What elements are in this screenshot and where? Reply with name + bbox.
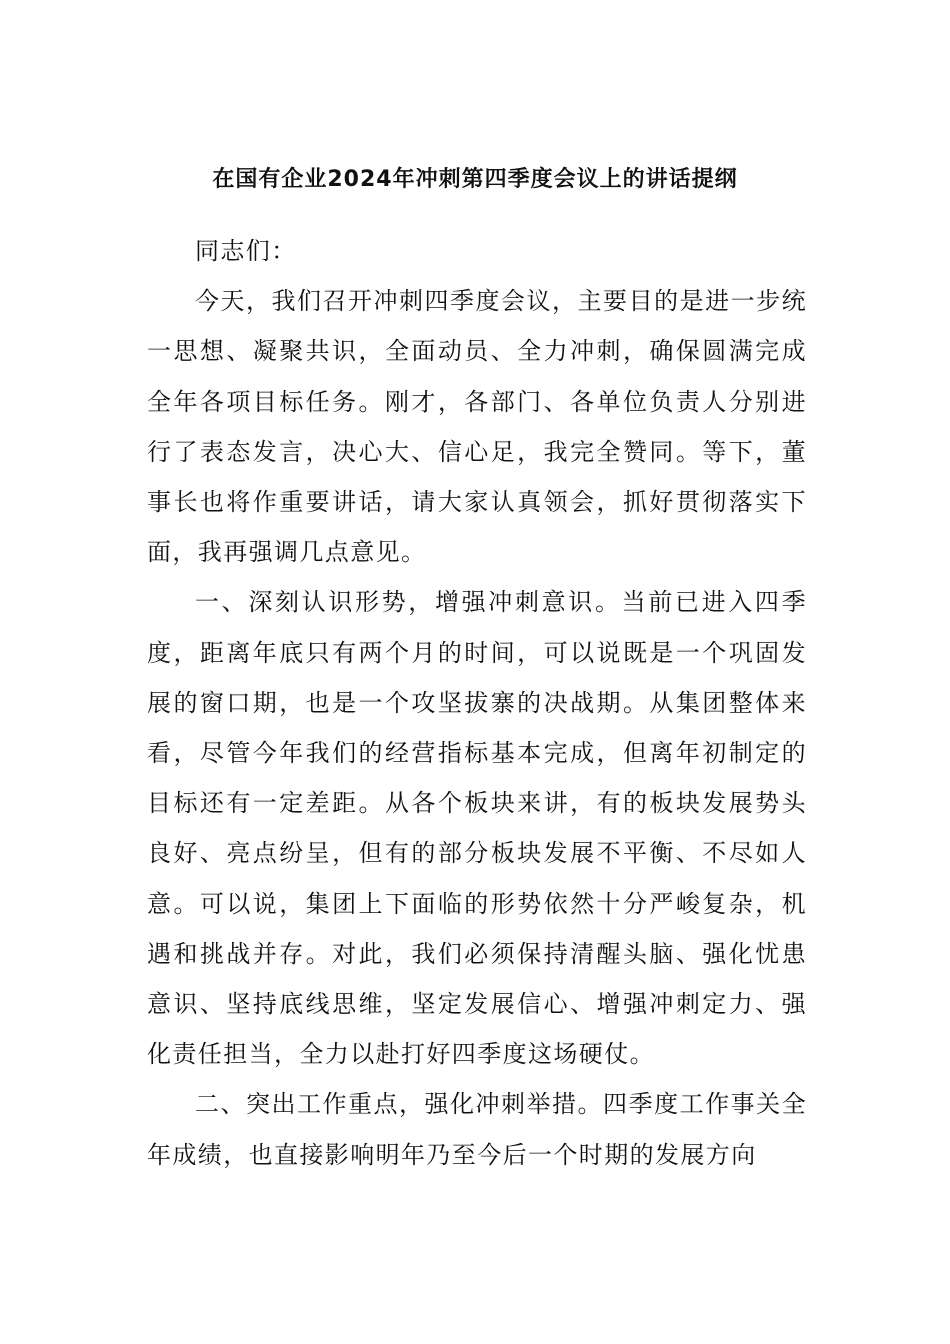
document-body bbox=[147, 226, 807, 1180]
paragraph-section-two: 二、突出工作重点，强化冲刺举措。四季度工作事关全年成绩，也直接影响明年乃至今后一个时期的发展方向 bbox=[147, 1090, 807, 1169]
document-title: 在国有企业2024年冲刺第四季度会议上的讲话提纲 bbox=[212, 167, 738, 192]
paragraph-opening: 今天，我们召开冲刺四季度会议，主要目的是进一步统一思想、凝聚共识，全面动员、全力冲刺，确保圆满完成全年各项目标任务。刚才，各部门、各单位负责人分别进行了表态发言，决心大、信心足，我完全赞同。等下，董事长也将作重要讲话，请大家认真领会，抓好贯彻落实下面，我再强调几点意见。 bbox=[147, 287, 807, 567]
paragraph-section-one: 一、深刻认识形势，增强冲刺意识。当前已进入四季度，距离年底只有两个月的时间，可以说既是一个巩固发展的窗口期，也是一个攻坚拔寨的决战期。从集团整体来看，尽管今年我们的经营指标基本完成，但离年初制定的目标还有一定差距。从各个板块来讲，有的板块发展势头良好、亮点纷呈，但有的部分板块发展不平衡、不尽如人意。可以说，集团上下面临的形势依然十分严峻复杂，机遇和挑战并存。对此，我们必须保持清醒头脑、强化忧患意识、坚持底线思维，坚定发展信心、增强冲刺定力、强化责任担当，全力以赴打好四季度这场硬仗。 bbox=[147, 588, 807, 1069]
salutation: 同志们： bbox=[195, 237, 297, 265]
